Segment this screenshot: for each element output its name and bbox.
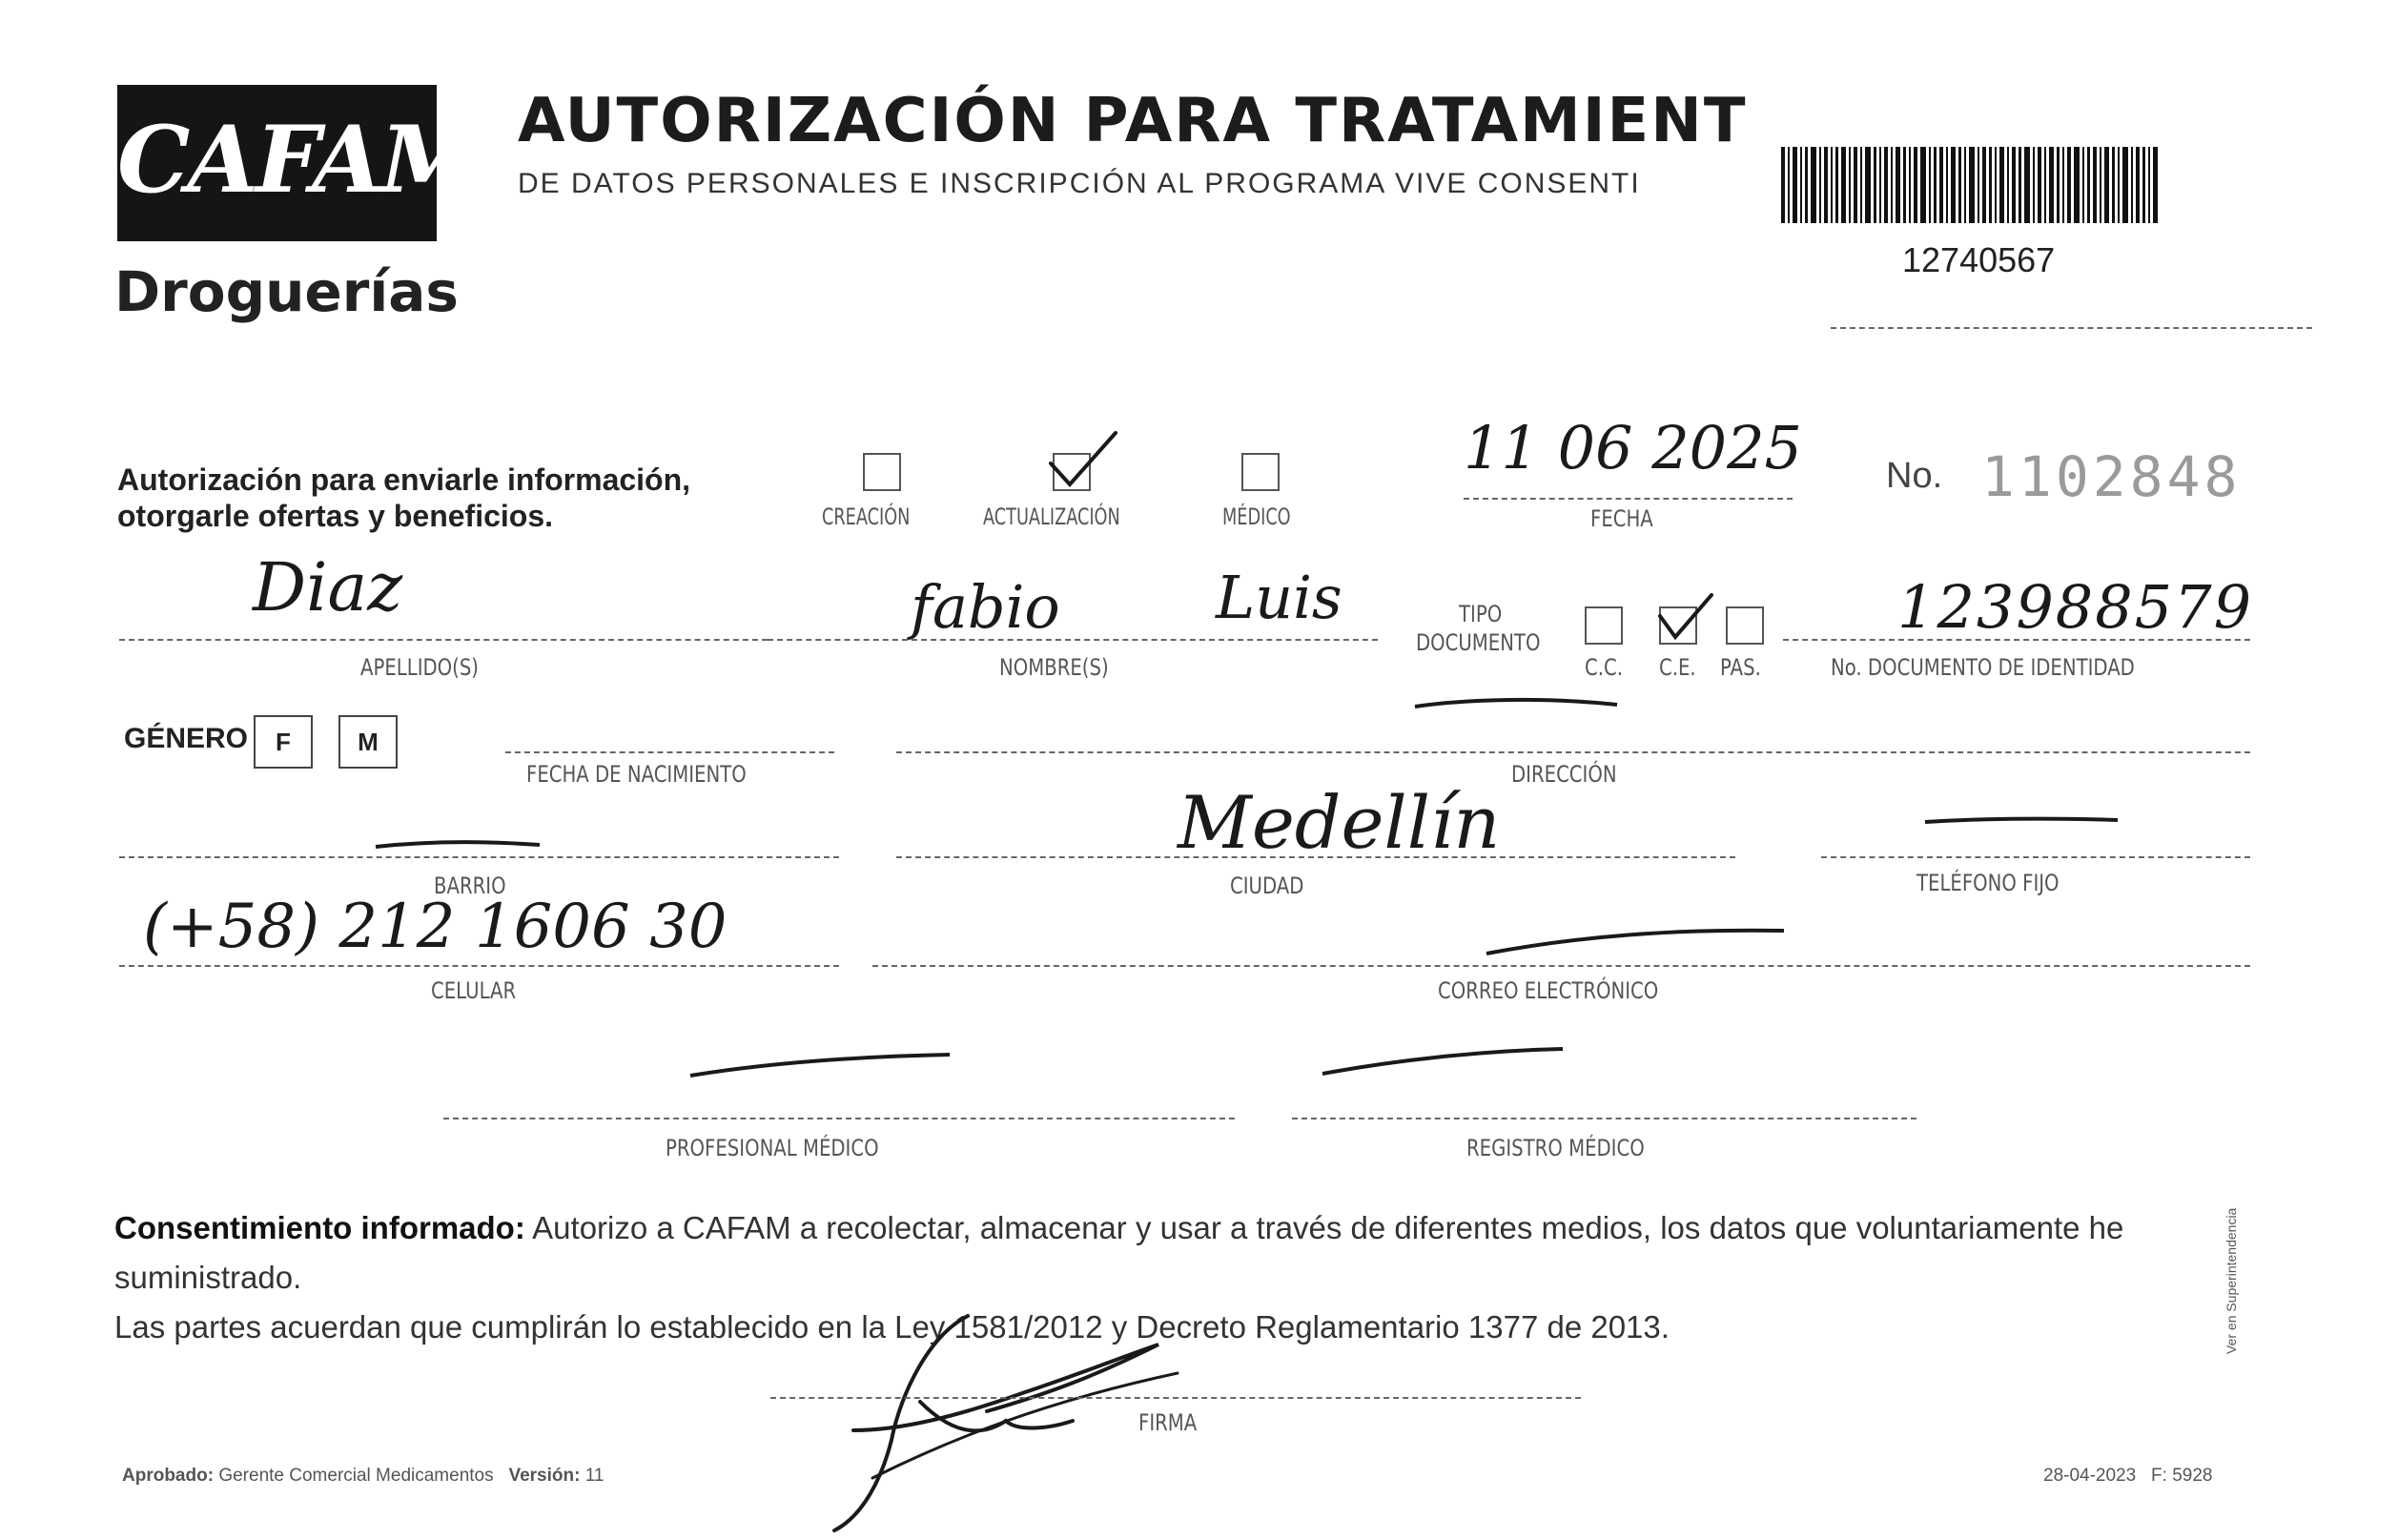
numero-prefix: No.: [1886, 456, 1943, 496]
actualizacion-label: ACTUALIZACIÓN: [983, 503, 1120, 530]
barcode-underline: [1831, 327, 2312, 329]
fecha-nacimiento-line[interactable]: [505, 751, 834, 753]
profesional-medico-label: PROFESIONAL MÉDICO: [666, 1135, 879, 1161]
fecha-nacimiento-label: FECHA DE NACIMIENTO: [526, 761, 747, 788]
scribble-mark: [1921, 812, 2121, 830]
aprobado-value: Gerente Comercial Medicamentos: [218, 1466, 494, 1486]
genero-label: GÉNERO: [124, 723, 249, 754]
cc-label: C.C.: [1585, 654, 1624, 681]
genero-m-option[interactable]: M: [338, 715, 398, 769]
apellidos-line[interactable]: [119, 639, 768, 641]
creacion-checkbox[interactable]: [863, 453, 901, 491]
pas-label: PAS.: [1720, 654, 1761, 681]
nombres-line[interactable]: [768, 639, 1378, 641]
cafam-logo: CAFAM: [117, 106, 480, 214]
form-subtitle: DE DATOS PERSONALES E INSCRIPCIÓN AL PROGRAMA VIVE CONSENTI: [518, 168, 1641, 199]
profesional-medico-line[interactable]: [443, 1118, 1235, 1119]
telefono-line[interactable]: [1821, 856, 2250, 858]
numero-value: 1102848: [1981, 444, 2242, 509]
celular-line[interactable]: [119, 965, 839, 967]
barrio-label: BARRIO: [434, 873, 506, 899]
fecha-label: FECHA: [1590, 505, 1653, 532]
ciudad-label: CIUDAD: [1230, 873, 1304, 899]
brand-subtitle: Droguerías: [114, 259, 459, 324]
date-code: 28-04-2023: [2043, 1466, 2137, 1486]
checkmark-icon: [1045, 427, 1121, 496]
checkmark-icon: [1654, 589, 1715, 647]
form-code: F: 5928: [2151, 1466, 2213, 1486]
cc-checkbox[interactable]: [1585, 606, 1623, 645]
celular-label: CELULAR: [431, 977, 517, 1004]
numero-documento-value: 123988579: [1897, 572, 2254, 642]
nombres-first: fabio: [911, 572, 1060, 642]
nombres-second: Luis: [1216, 563, 1342, 632]
tipo-doc-label-1: TIPO: [1459, 601, 1503, 627]
scribble-mark: [1411, 691, 1621, 714]
intro-text: [117, 462, 690, 534]
ciudad-value: Medellín: [1178, 780, 1501, 865]
consent-line-2: Las partes acuerdan que cumplirán lo establecido en la Ley 1581/2012 y Decreto Reglamentario 1377 de 2013.: [114, 1309, 1670, 1345]
correo-line[interactable]: [872, 965, 2250, 967]
registro-medico-label: REGISTRO MÉDICO: [1466, 1135, 1645, 1161]
nombres-label: NOMBRE(S): [999, 654, 1109, 681]
fecha-line: [1464, 498, 1793, 500]
numero-documento-label: No. DOCUMENTO DE IDENTIDAD: [1831, 654, 2135, 681]
barcode-number: 12740567: [1902, 240, 2056, 279]
consent-heading: Consentimiento informado:: [114, 1210, 525, 1245]
pas-checkbox[interactable]: [1726, 606, 1764, 645]
aprobado-label: Aprobado:: [122, 1466, 215, 1486]
firma-label: FIRMA: [1138, 1409, 1198, 1436]
side-note: Ver en Superintendencia: [2224, 1207, 2239, 1354]
scribble-mark: [687, 1049, 953, 1083]
scribble-mark: [1483, 923, 1788, 961]
direccion-label: DIRECCIÓN: [1511, 761, 1617, 788]
intro-line-2: otorgarle ofertas y beneficios.: [117, 499, 554, 533]
footer-codes: [2043, 1466, 2212, 1487]
medico-checkbox[interactable]: [1241, 453, 1280, 491]
barrio-line[interactable]: [119, 856, 839, 858]
apellidos-label: APELLIDO(S): [360, 654, 479, 681]
intro-line-1: Autorización para enviarle información,: [117, 462, 691, 497]
fecha-value: 11 06 2025: [1464, 413, 1802, 483]
scribble-mark: [1319, 1043, 1567, 1081]
scribble-mark: [372, 835, 543, 854]
footer-approved: [122, 1466, 604, 1487]
apellidos-value: Diaz: [253, 548, 403, 626]
version-value: 11: [584, 1466, 605, 1486]
ciudad-line[interactable]: [896, 856, 1735, 858]
telefono-label: TELÉFONO FIJO: [1916, 870, 2060, 896]
correo-label: CORREO ELECTRÓNICO: [1438, 977, 1659, 1004]
genero-f-option[interactable]: F: [254, 715, 313, 769]
form-title: AUTORIZACIÓN PARA TRATAMIENT: [518, 86, 1748, 156]
registro-medico-line[interactable]: [1292, 1118, 1916, 1119]
celular-value: (+58) 212 1606 30: [143, 892, 728, 962]
numero-documento-line[interactable]: [1783, 639, 2250, 641]
ce-label: C.E.: [1659, 654, 1696, 681]
consent-text-1: Autorizo a CAFAM a recolectar, almacenar y usar a través de diferentes medios, los datos que voluntariamente he suministrado.: [114, 1210, 2124, 1295]
tipo-doc-label-2: DOCUMENTO: [1416, 629, 1541, 656]
creacion-label: CREACIÓN: [822, 503, 911, 530]
direccion-line[interactable]: [896, 751, 2250, 753]
firma-line[interactable]: [770, 1397, 1581, 1399]
medico-label: MÉDICO: [1222, 503, 1291, 530]
version-label: Versión:: [508, 1466, 581, 1486]
barcode-image: [1781, 147, 2160, 223]
